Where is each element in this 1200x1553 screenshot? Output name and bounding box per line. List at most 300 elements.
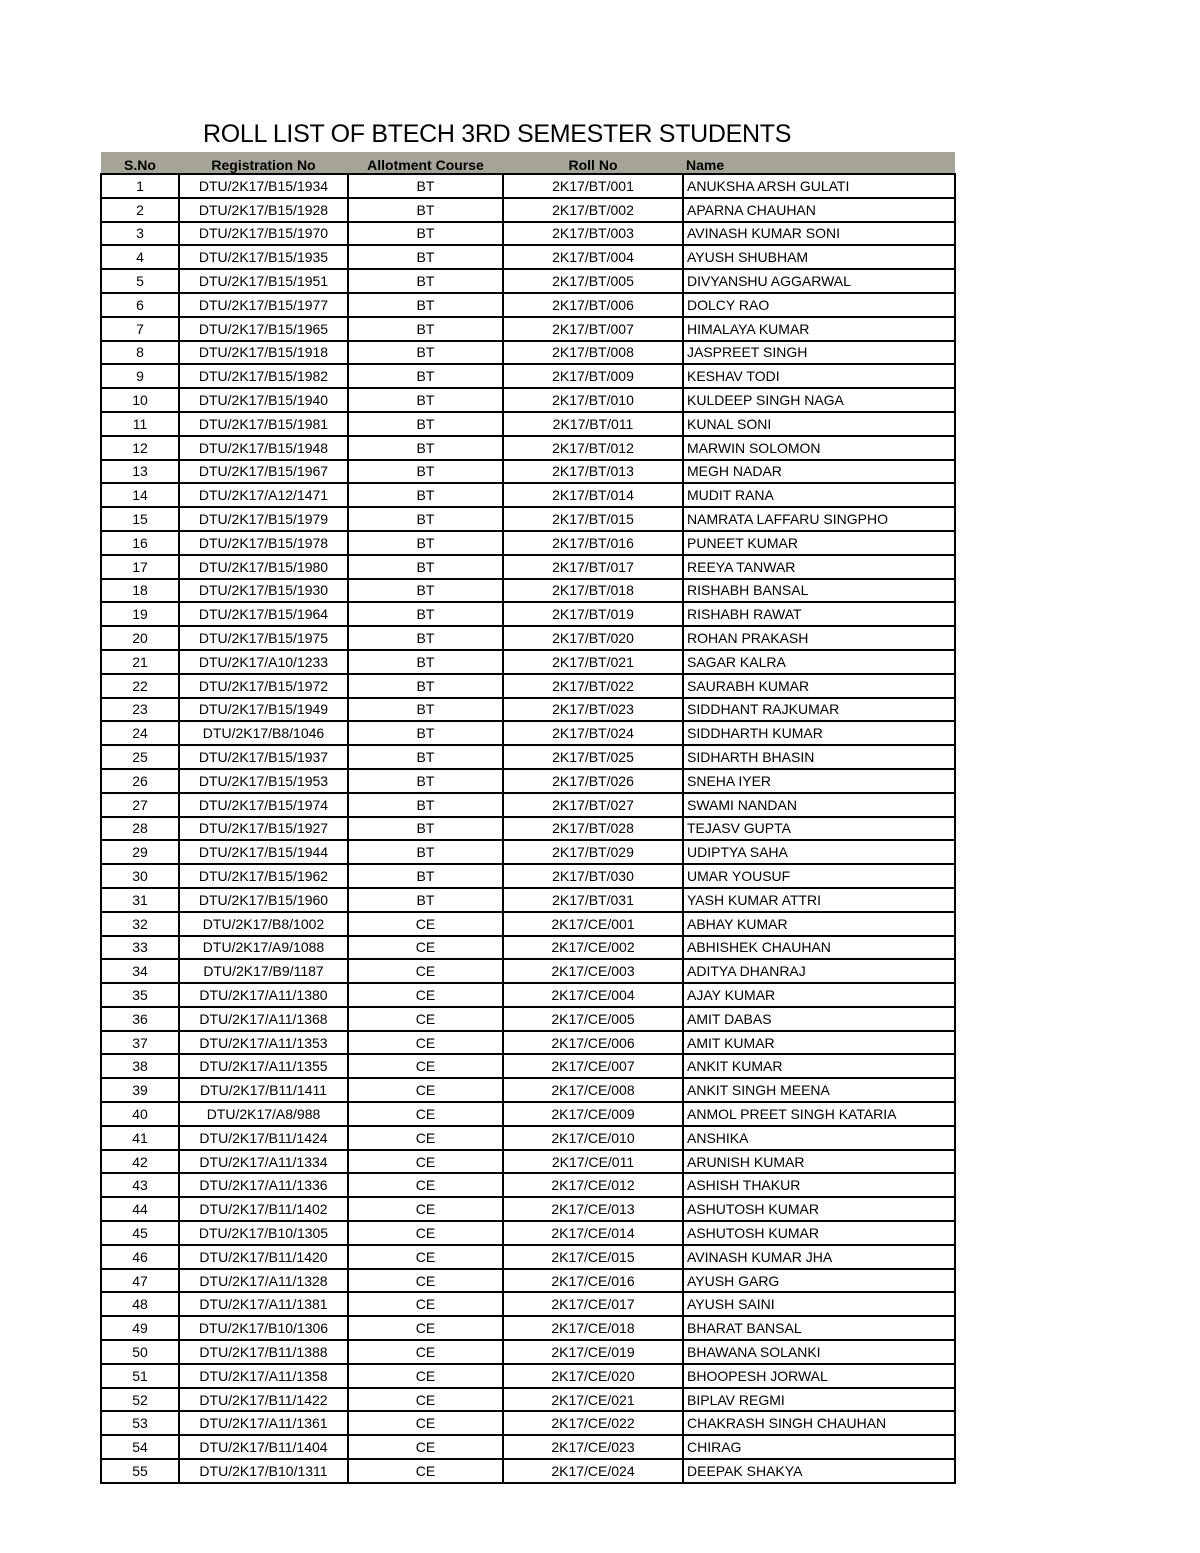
cell-allotment-course: BT [348, 840, 503, 864]
table-row [101, 1078, 955, 1102]
cell-name: ANKIT SINGH MEENA [683, 1078, 955, 1102]
cell-sno: 51 [101, 1364, 179, 1388]
cell-registration-no: DTU/2K17/B15/1937 [179, 745, 348, 769]
cell-roll-no: 2K17/BT/010 [503, 388, 683, 412]
cell-roll-no: 2K17/BT/012 [503, 436, 683, 460]
cell-registration-no: DTU/2K17/B11/1402 [179, 1197, 348, 1221]
cell-sno: 5 [101, 269, 179, 293]
table-row [101, 864, 955, 888]
cell-sno: 53 [101, 1411, 179, 1435]
cell-registration-no: DTU/2K17/B15/1962 [179, 864, 348, 888]
cell-sno: 28 [101, 817, 179, 841]
cell-allotment-course: BT [348, 222, 503, 246]
cell-allotment-course: CE [348, 1007, 503, 1031]
cell-name: AYUSH SAINI [683, 1292, 955, 1316]
table-row [101, 1150, 955, 1174]
table-row [101, 388, 955, 412]
column-header-sno: S.No [101, 152, 179, 174]
cell-allotment-course: CE [348, 1269, 503, 1293]
table-row [101, 959, 955, 983]
cell-name: BIPLAV REGMI [683, 1388, 955, 1412]
cell-roll-no: 2K17/BT/024 [503, 721, 683, 745]
cell-roll-no: 2K17/BT/013 [503, 460, 683, 484]
cell-allotment-course: CE [348, 1340, 503, 1364]
cell-name: ASHUTOSH KUMAR [683, 1197, 955, 1221]
cell-allotment-course: BT [348, 602, 503, 626]
cell-name: AYUSH GARG [683, 1269, 955, 1293]
cell-allotment-course: BT [348, 317, 503, 341]
table-row [101, 983, 955, 1007]
cell-sno: 25 [101, 745, 179, 769]
cell-registration-no: DTU/2K17/B11/1404 [179, 1435, 348, 1459]
table-row [101, 1459, 955, 1483]
cell-name: ARUNISH KUMAR [683, 1150, 955, 1174]
cell-name: AYUSH SHUBHAM [683, 245, 955, 269]
cell-roll-no: 2K17/CE/015 [503, 1245, 683, 1269]
cell-allotment-course: CE [348, 912, 503, 936]
cell-name: AVINASH KUMAR JHA [683, 1245, 955, 1269]
cell-sno: 30 [101, 864, 179, 888]
cell-allotment-course: BT [348, 674, 503, 698]
table-row [101, 793, 955, 817]
cell-sno: 1 [101, 174, 179, 198]
cell-sno: 31 [101, 888, 179, 912]
cell-roll-no: 2K17/CE/020 [503, 1364, 683, 1388]
cell-roll-no: 2K17/BT/025 [503, 745, 683, 769]
cell-name: KESHAV TODI [683, 364, 955, 388]
table-row [101, 269, 955, 293]
cell-registration-no: DTU/2K17/A11/1336 [179, 1173, 348, 1197]
cell-registration-no: DTU/2K17/B15/1982 [179, 364, 348, 388]
cell-registration-no: DTU/2K17/B15/1965 [179, 317, 348, 341]
cell-registration-no: DTU/2K17/A9/1088 [179, 936, 348, 960]
cell-roll-no: 2K17/CE/013 [503, 1197, 683, 1221]
cell-sno: 24 [101, 721, 179, 745]
table-row [101, 1435, 955, 1459]
cell-roll-no: 2K17/CE/001 [503, 912, 683, 936]
cell-allotment-course: BT [348, 650, 503, 674]
cell-sno: 14 [101, 483, 179, 507]
cell-name: SAGAR KALRA [683, 650, 955, 674]
table-row [101, 1364, 955, 1388]
table-row [101, 1197, 955, 1221]
cell-allotment-course: CE [348, 1102, 503, 1126]
cell-allotment-course: BT [348, 888, 503, 912]
cell-registration-no: DTU/2K17/B8/1002 [179, 912, 348, 936]
cell-registration-no: DTU/2K17/B15/1934 [179, 174, 348, 198]
cell-roll-no: 2K17/CE/021 [503, 1388, 683, 1412]
table-row [101, 531, 955, 555]
cell-sno: 44 [101, 1197, 179, 1221]
cell-sno: 7 [101, 317, 179, 341]
cell-roll-no: 2K17/BT/031 [503, 888, 683, 912]
table-row [101, 483, 955, 507]
cell-allotment-course: BT [348, 555, 503, 579]
cell-roll-no: 2K17/BT/019 [503, 602, 683, 626]
cell-sno: 48 [101, 1292, 179, 1316]
cell-sno: 18 [101, 579, 179, 603]
cell-sno: 15 [101, 507, 179, 531]
cell-roll-no: 2K17/BT/007 [503, 317, 683, 341]
cell-registration-no: DTU/2K17/B15/1948 [179, 436, 348, 460]
cell-name: YASH KUMAR ATTRI [683, 888, 955, 912]
cell-registration-no: DTU/2K17/B11/1422 [179, 1388, 348, 1412]
cell-registration-no: DTU/2K17/B10/1306 [179, 1316, 348, 1340]
cell-roll-no: 2K17/CE/022 [503, 1411, 683, 1435]
cell-allotment-course: CE [348, 936, 503, 960]
cell-registration-no: DTU/2K17/A11/1334 [179, 1150, 348, 1174]
table-row [101, 1411, 955, 1435]
cell-registration-no: DTU/2K17/B11/1424 [179, 1126, 348, 1150]
cell-registration-no: DTU/2K17/A11/1353 [179, 1031, 348, 1055]
cell-allotment-course: BT [348, 483, 503, 507]
cell-roll-no: 2K17/CE/009 [503, 1102, 683, 1126]
cell-sno: 20 [101, 626, 179, 650]
cell-name: APARNA CHAUHAN [683, 198, 955, 222]
table-row [101, 745, 955, 769]
cell-registration-no: DTU/2K17/B15/1972 [179, 674, 348, 698]
cell-sno: 27 [101, 793, 179, 817]
cell-allotment-course: CE [348, 1054, 503, 1078]
table-row [101, 1245, 955, 1269]
cell-allotment-course: CE [348, 959, 503, 983]
cell-allotment-course: BT [348, 341, 503, 365]
cell-roll-no: 2K17/CE/010 [503, 1126, 683, 1150]
cell-name: UMAR YOUSUF [683, 864, 955, 888]
cell-allotment-course: CE [348, 1126, 503, 1150]
cell-registration-no: DTU/2K17/A10/1233 [179, 650, 348, 674]
table-row [101, 364, 955, 388]
cell-roll-no: 2K17/BT/011 [503, 412, 683, 436]
cell-registration-no: DTU/2K17/B15/1953 [179, 769, 348, 793]
cell-registration-no: DTU/2K17/B15/1930 [179, 579, 348, 603]
cell-registration-no: DTU/2K17/B15/1944 [179, 840, 348, 864]
cell-sno: 6 [101, 293, 179, 317]
cell-sno: 55 [101, 1459, 179, 1483]
cell-name: ASHUTOSH KUMAR [683, 1221, 955, 1245]
cell-sno: 38 [101, 1054, 179, 1078]
cell-roll-no: 2K17/BT/001 [503, 174, 683, 198]
table-row [101, 1292, 955, 1316]
cell-registration-no: DTU/2K17/B10/1305 [179, 1221, 348, 1245]
cell-registration-no: DTU/2K17/B11/1420 [179, 1245, 348, 1269]
cell-sno: 52 [101, 1388, 179, 1412]
cell-allotment-course: CE [348, 1150, 503, 1174]
cell-registration-no: DTU/2K17/B15/1977 [179, 293, 348, 317]
table-row [101, 460, 955, 484]
cell-allotment-course: BT [348, 507, 503, 531]
cell-roll-no: 2K17/CE/005 [503, 1007, 683, 1031]
cell-registration-no: DTU/2K17/B11/1411 [179, 1078, 348, 1102]
cell-roll-no: 2K17/CE/007 [503, 1054, 683, 1078]
table-header-row [101, 152, 955, 174]
cell-sno: 36 [101, 1007, 179, 1031]
cell-registration-no: DTU/2K17/B10/1311 [179, 1459, 348, 1483]
table-row [101, 1126, 955, 1150]
cell-name: DEEPAK SHAKYA [683, 1459, 955, 1483]
table-row [101, 626, 955, 650]
cell-roll-no: 2K17/CE/019 [503, 1340, 683, 1364]
table-row [101, 1007, 955, 1031]
cell-allotment-course: CE [348, 1078, 503, 1102]
cell-allotment-course: BT [348, 364, 503, 388]
cell-sno: 10 [101, 388, 179, 412]
cell-allotment-course: BT [348, 388, 503, 412]
table-row [101, 1316, 955, 1340]
cell-registration-no: DTU/2K17/A8/988 [179, 1102, 348, 1126]
cell-registration-no: DTU/2K17/B15/1981 [179, 412, 348, 436]
table-row [101, 341, 955, 365]
cell-name: SAURABH KUMAR [683, 674, 955, 698]
cell-registration-no: DTU/2K17/B15/1960 [179, 888, 348, 912]
cell-registration-no: DTU/2K17/A11/1328 [179, 1269, 348, 1293]
cell-name: ROHAN PRAKASH [683, 626, 955, 650]
cell-sno: 22 [101, 674, 179, 698]
cell-allotment-course: BT [348, 269, 503, 293]
cell-name: DIVYANSHU AGGARWAL [683, 269, 955, 293]
table-row [101, 698, 955, 722]
column-header-name: Name [683, 152, 955, 174]
cell-name: BHOOPESH JORWAL [683, 1364, 955, 1388]
cell-registration-no: DTU/2K17/A11/1355 [179, 1054, 348, 1078]
cell-roll-no: 2K17/CE/024 [503, 1459, 683, 1483]
cell-sno: 11 [101, 412, 179, 436]
cell-roll-no: 2K17/CE/018 [503, 1316, 683, 1340]
cell-allotment-course: CE [348, 1316, 503, 1340]
cell-registration-no: DTU/2K17/B15/1951 [179, 269, 348, 293]
table-row [101, 1388, 955, 1412]
cell-name: ABHAY KUMAR [683, 912, 955, 936]
cell-allotment-course: CE [348, 1221, 503, 1245]
cell-allotment-course: CE [348, 1435, 503, 1459]
cell-allotment-course: BT [348, 436, 503, 460]
cell-name: ASHISH THAKUR [683, 1173, 955, 1197]
cell-name: ANKIT KUMAR [683, 1054, 955, 1078]
cell-name: AMIT KUMAR [683, 1031, 955, 1055]
cell-sno: 23 [101, 698, 179, 722]
cell-allotment-course: BT [348, 769, 503, 793]
cell-sno: 46 [101, 1245, 179, 1269]
cell-sno: 26 [101, 769, 179, 793]
cell-registration-no: DTU/2K17/B15/1979 [179, 507, 348, 531]
cell-allotment-course: BT [348, 579, 503, 603]
cell-allotment-course: CE [348, 1173, 503, 1197]
cell-registration-no: DTU/2K17/B15/1928 [179, 198, 348, 222]
cell-name: PUNEET KUMAR [683, 531, 955, 555]
cell-roll-no: 2K17/BT/006 [503, 293, 683, 317]
cell-name: SIDDHARTH KUMAR [683, 721, 955, 745]
cell-roll-no: 2K17/BT/016 [503, 531, 683, 555]
cell-roll-no: 2K17/CE/003 [503, 959, 683, 983]
cell-sno: 47 [101, 1269, 179, 1293]
cell-registration-no: DTU/2K17/B15/1949 [179, 698, 348, 722]
cell-allotment-course: BT [348, 412, 503, 436]
cell-name: ANSHIKA [683, 1126, 955, 1150]
cell-registration-no: DTU/2K17/B11/1388 [179, 1340, 348, 1364]
cell-name: SIDDHANT RAJKUMAR [683, 698, 955, 722]
cell-sno: 29 [101, 840, 179, 864]
cell-roll-no: 2K17/BT/021 [503, 650, 683, 674]
table-row [101, 317, 955, 341]
column-header-registration-no: Registration No [179, 152, 348, 174]
table-row [101, 1102, 955, 1126]
cell-name: ANMOL PREET SINGH KATARIA [683, 1102, 955, 1126]
cell-allotment-course: CE [348, 1459, 503, 1483]
cell-name: MUDIT RANA [683, 483, 955, 507]
cell-roll-no: 2K17/CE/014 [503, 1221, 683, 1245]
cell-registration-no: DTU/2K17/B15/1935 [179, 245, 348, 269]
cell-roll-no: 2K17/CE/012 [503, 1173, 683, 1197]
cell-name: JASPREET SINGH [683, 341, 955, 365]
table-row [101, 245, 955, 269]
cell-name: MEGH NADAR [683, 460, 955, 484]
cell-roll-no: 2K17/BT/002 [503, 198, 683, 222]
cell-allotment-course: BT [348, 174, 503, 198]
cell-roll-no: 2K17/CE/016 [503, 1269, 683, 1293]
cell-roll-no: 2K17/BT/020 [503, 626, 683, 650]
cell-name: BHARAT BANSAL [683, 1316, 955, 1340]
cell-sno: 16 [101, 531, 179, 555]
cell-allotment-course: CE [348, 1388, 503, 1412]
cell-registration-no: DTU/2K17/B15/1974 [179, 793, 348, 817]
cell-roll-no: 2K17/BT/003 [503, 222, 683, 246]
cell-sno: 50 [101, 1340, 179, 1364]
cell-allotment-course: BT [348, 626, 503, 650]
cell-registration-no: DTU/2K17/B15/1975 [179, 626, 348, 650]
cell-registration-no: DTU/2K17/A11/1361 [179, 1411, 348, 1435]
table-row [101, 507, 955, 531]
cell-name: AMIT DABAS [683, 1007, 955, 1031]
cell-name: REEYA TANWAR [683, 555, 955, 579]
cell-name: ADITYA DHANRAJ [683, 959, 955, 983]
cell-allotment-course: BT [348, 793, 503, 817]
cell-name: SNEHA IYER [683, 769, 955, 793]
cell-sno: 54 [101, 1435, 179, 1459]
cell-registration-no: DTU/2K17/B8/1046 [179, 721, 348, 745]
table-row [101, 936, 955, 960]
cell-registration-no: DTU/2K17/B15/1967 [179, 460, 348, 484]
cell-roll-no: 2K17/CE/004 [503, 983, 683, 1007]
cell-allotment-course: BT [348, 293, 503, 317]
cell-roll-no: 2K17/CE/006 [503, 1031, 683, 1055]
cell-name: BHAWANA SOLANKI [683, 1340, 955, 1364]
cell-registration-no: DTU/2K17/A11/1358 [179, 1364, 348, 1388]
table-row [101, 1031, 955, 1055]
table-row [101, 912, 955, 936]
roll-list-table [100, 152, 956, 1484]
cell-roll-no: 2K17/BT/014 [503, 483, 683, 507]
cell-roll-no: 2K17/CE/002 [503, 936, 683, 960]
cell-sno: 4 [101, 245, 179, 269]
cell-registration-no: DTU/2K17/B15/1964 [179, 602, 348, 626]
table-row [101, 1173, 955, 1197]
cell-sno: 33 [101, 936, 179, 960]
cell-registration-no: DTU/2K17/B15/1978 [179, 531, 348, 555]
table-row [101, 1269, 955, 1293]
cell-name: NAMRATA LAFFARU SINGPHO [683, 507, 955, 531]
cell-roll-no: 2K17/BT/023 [503, 698, 683, 722]
cell-name: AJAY KUMAR [683, 983, 955, 1007]
cell-allotment-course: BT [348, 245, 503, 269]
cell-sno: 19 [101, 602, 179, 626]
cell-sno: 2 [101, 198, 179, 222]
table-row [101, 412, 955, 436]
cell-roll-no: 2K17/BT/015 [503, 507, 683, 531]
cell-sno: 8 [101, 341, 179, 365]
cell-name: KUNAL SONI [683, 412, 955, 436]
cell-roll-no: 2K17/BT/004 [503, 245, 683, 269]
cell-name: RISHABH RAWAT [683, 602, 955, 626]
cell-roll-no: 2K17/CE/017 [503, 1292, 683, 1316]
table-row [101, 650, 955, 674]
table-row [101, 817, 955, 841]
cell-roll-no: 2K17/CE/008 [503, 1078, 683, 1102]
cell-sno: 21 [101, 650, 179, 674]
table-row [101, 1054, 955, 1078]
cell-roll-no: 2K17/BT/018 [503, 579, 683, 603]
table-row [101, 721, 955, 745]
cell-roll-no: 2K17/CE/011 [503, 1150, 683, 1174]
table-row [101, 674, 955, 698]
column-header-roll-no: Roll No [503, 152, 683, 174]
cell-sno: 43 [101, 1173, 179, 1197]
table-row [101, 769, 955, 793]
cell-allotment-course: CE [348, 1364, 503, 1388]
table-row [101, 555, 955, 579]
cell-sno: 9 [101, 364, 179, 388]
cell-name: UDIPTYA SAHA [683, 840, 955, 864]
cell-allotment-course: BT [348, 460, 503, 484]
cell-name: DOLCY RAO [683, 293, 955, 317]
cell-registration-no: DTU/2K17/A11/1368 [179, 1007, 348, 1031]
table-body [101, 174, 955, 1483]
cell-sno: 34 [101, 959, 179, 983]
cell-roll-no: 2K17/BT/029 [503, 840, 683, 864]
cell-name: CHAKRASH SINGH CHAUHAN [683, 1411, 955, 1435]
cell-roll-no: 2K17/BT/028 [503, 817, 683, 841]
page-title: ROLL LIST OF BTECH 3RD SEMESTER STUDENTS [203, 120, 792, 148]
cell-allotment-course: CE [348, 1245, 503, 1269]
cell-allotment-course: BT [348, 531, 503, 555]
cell-sno: 41 [101, 1126, 179, 1150]
table-row [101, 579, 955, 603]
cell-allotment-course: BT [348, 817, 503, 841]
cell-roll-no: 2K17/BT/026 [503, 769, 683, 793]
cell-allotment-course: CE [348, 1411, 503, 1435]
cell-registration-no: DTU/2K17/A11/1381 [179, 1292, 348, 1316]
column-header-allotment-course: Allotment Course [348, 152, 503, 174]
cell-sno: 42 [101, 1150, 179, 1174]
cell-name: ABHISHEK CHAUHAN [683, 936, 955, 960]
cell-name: SWAMI NANDAN [683, 793, 955, 817]
table-row [101, 1221, 955, 1245]
cell-allotment-course: CE [348, 1292, 503, 1316]
table-row [101, 293, 955, 317]
cell-roll-no: 2K17/BT/005 [503, 269, 683, 293]
table-row [101, 840, 955, 864]
cell-allotment-course: CE [348, 1197, 503, 1221]
cell-allotment-course: BT [348, 198, 503, 222]
cell-sno: 40 [101, 1102, 179, 1126]
cell-sno: 13 [101, 460, 179, 484]
cell-name: ANUKSHA ARSH GULATI [683, 174, 955, 198]
cell-sno: 12 [101, 436, 179, 460]
cell-sno: 17 [101, 555, 179, 579]
cell-registration-no: DTU/2K17/B15/1970 [179, 222, 348, 246]
cell-registration-no: DTU/2K17/B15/1940 [179, 388, 348, 412]
cell-allotment-course: CE [348, 983, 503, 1007]
cell-name: RISHABH BANSAL [683, 579, 955, 603]
